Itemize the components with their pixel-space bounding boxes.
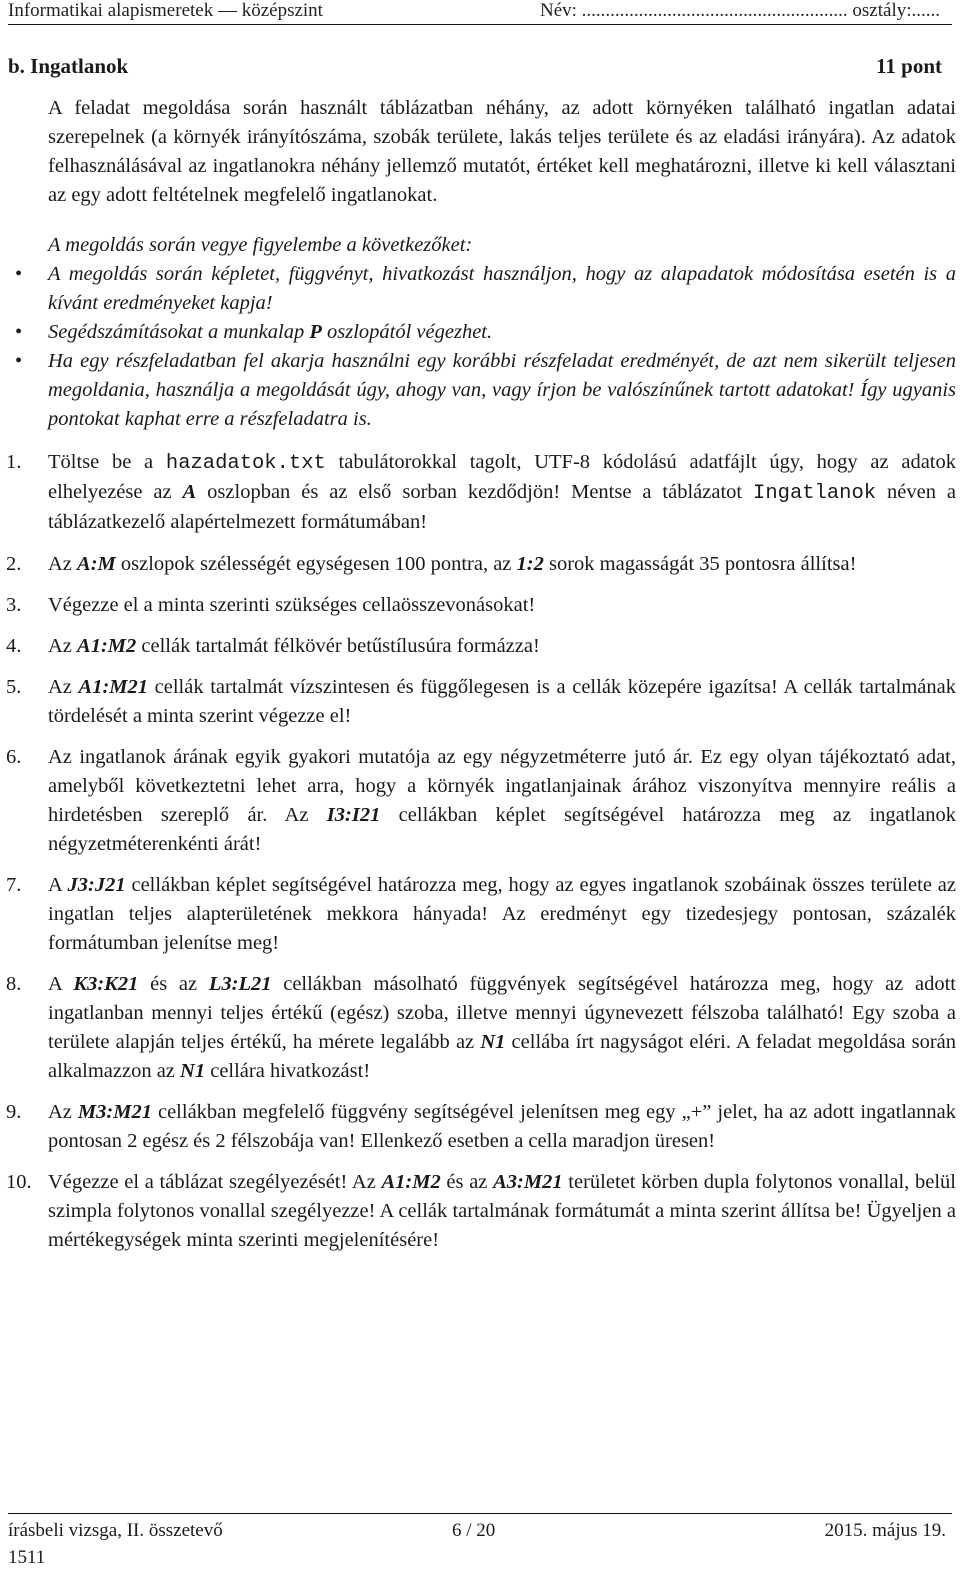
header-name-class-field: Név: ........................................................ osztály:......: [539, 0, 940, 21]
bullet-icon: •: [15, 263, 23, 285]
bullet-icon: •: [15, 350, 23, 372]
cell-ref: M3:M21: [77, 1101, 152, 1123]
footer-exam-type: írásbeli vizsga, II. összetevő: [8, 1520, 223, 1541]
page-number: 6 / 20: [452, 1520, 496, 1541]
task-list: [6, 448, 957, 1255]
footer-date: 2015. május 19.: [824, 1520, 946, 1541]
task-number: 3.: [6, 594, 22, 616]
task-number: 4.: [6, 635, 22, 657]
exam-code: 1511: [8, 1547, 46, 1568]
cell-ref: N1: [180, 1060, 206, 1082]
task-item-9: 9. Az M3:M21 cellákban megfelelő függvény segítségével jelenítsen meg egy „+” jelet, ha az adott ingatlannak pontosan 2 egész és 2 félszobája van! Ellenkező esetben a cella maradjon üresen!: [48, 1098, 956, 1156]
cell-ref: 1:2: [516, 553, 544, 575]
column-ref: P: [309, 321, 322, 343]
workbook-name: Ingatlanok: [753, 482, 877, 505]
section-label: b. Ingatlanok: [8, 54, 129, 78]
header-divider: [8, 24, 952, 25]
footer-divider: [8, 1513, 952, 1514]
task-content: [6, 94, 957, 1255]
cell-ref: L3:L21: [208, 973, 272, 995]
note-item: [15, 260, 956, 318]
cell-ref: A1:M2: [77, 635, 137, 657]
cell-ref: I3:I21: [326, 804, 381, 826]
cell-ref: K3:K21: [73, 973, 139, 995]
cell-ref: A:M: [77, 553, 116, 575]
cell-ref: N1: [480, 1031, 506, 1053]
task-item-4: 4. Az A1:M2 cellák tartalmát félkövér betűstílusúra formázza!: [48, 632, 956, 661]
task-number: 1.: [6, 451, 22, 473]
cell-ref: A: [182, 481, 197, 503]
bullet-icon: •: [15, 321, 23, 343]
note-item: [15, 347, 956, 434]
task-item-10: 10. Végezze el a táblázat szegélyezését! Az A1:M2 és az A3:M21 területet körben dupla folytonos vonallal, belül szimpla folytonos vonallal szegélyezze! A cellák tartalmának formátumát a minta szerint állítsa be! Ügyeljen a mértékegységek minta szerinti megjelenítésére!: [48, 1168, 956, 1255]
task-number: 2.: [6, 553, 22, 575]
header-subject: Informatikai alapismeretek — középszint: [8, 0, 323, 21]
notes-intro: A megoldás során vegye figyelembe a következőket:: [48, 234, 473, 256]
intro-paragraph: A feladat megoldása során használt táblázatban néhány, az adott környéken található ingatlan adatai szerepelnek (a környék irányítószáma, szobák területe, lakás teljes területe és az eladási irányára). Az adatok felhasználásával az ingatlanokra néhány jellemző mutatót, értéket kell meghatározni, illetve ki kell választani az egy adott feltételnek megfelelő ingatlanokat.: [48, 97, 956, 206]
cell-ref: A1:M21: [78, 676, 149, 698]
note-item: • Segédszámításokat a munkalap P oszlopától végezhet.: [48, 318, 956, 347]
task-number: 8.: [6, 973, 22, 995]
task-item-1: 1. Töltse be a hazadatok.txt tabulátorokkal tagolt, UTF-8 kódolású adatfájlt úgy, hogy az adatok elhelyezése az A oszlopban és az első sorban kezdődjön! Mentse a táblázatot Ingatlanok néven a táblázatkezelő alapértelmezett formátumában!: [48, 448, 956, 537]
task-item-8: 8. A K3:K21 és az L3:L21 cellákban másolható függvények segítségével határozza meg, hogy az adott ingatlanban mennyi teljes értékű (egész) szoba, illetve mennyi úgynevezett félszoba található! Egy szoba a területe alapján teljes értékű, ha mérete legalább az N1 cellába írt nagyságot eléri. A feladat megoldása során alkalmazzon az N1 cellára hivatkozást!: [48, 970, 956, 1086]
section-points: 11 pont: [876, 54, 942, 78]
task-item-6: 6. Az ingatlanok árának egyik gyakori mutatója az egy négyzetméterre jutó ár. Ez egy olyan tájékoztató adat, amelyből következtetni lehet arra, hogy a környék ingatlanjainak árához viszonyítva mennyire reális a hirdetésben szereplő ár. Az I3:I21 cellákban képlet segítségével határozza meg az ingatlanok négyzetméterenkénti árát!: [48, 743, 956, 859]
notes-list: [15, 260, 956, 434]
file-name: hazadatok.txt: [165, 452, 326, 475]
cell-ref: J3:J21: [67, 874, 126, 896]
task-item-2: 2. Az A:M oszlopok szélességét egységesen 100 pontra, az 1:2 sorok magasságát 35 pontosra állítsa!: [48, 550, 956, 579]
note-text: Ha egy részfeladatban fel akarja használni egy korábbi részfeladat eredményét, de azt nem sikerült teljesen megoldania, használja a megoldását úgy, ahogy van, vagy írjon be valószínűnek tartott adatokat! Így ugyanis pontokat kaphat erre a részfeladatra is.: [48, 350, 956, 430]
task-number: 6.: [6, 746, 22, 768]
page-header: [8, 0, 952, 22]
note-text: A megoldás során képletet, függvényt, hivatkozást használjon, hogy az alapadatok módosítása esetén is a kívánt eredményeket kapja!: [48, 263, 956, 314]
task-number: 5.: [6, 676, 22, 698]
task-item-5: 5. Az A1:M21 cellák tartalmát vízszintesen és függőlegesen is a cellák közepére igazítsa! A cellák tartalmának tördelését a minta szerint végezze el!: [48, 673, 956, 731]
task-number: 9.: [6, 1101, 22, 1123]
task-number: 7.: [6, 874, 22, 896]
cell-ref: A1:M2: [381, 1171, 441, 1193]
task-item-3: 3. Végezze el a minta szerinti szükséges cellaösszevonásokat!: [48, 591, 956, 620]
task-item-7: 7. A J3:J21 cellákban képlet segítségével határozza meg, hogy az egyes ingatlanok szobáinak összes területe az ingatlan teljes alapterületének mekkora hányada! Az eredményt egy tizedesjegy pontosan, százalék formátumban jelenítse meg!: [48, 871, 956, 958]
task-number: 10.: [6, 1171, 32, 1193]
cell-ref: A3:M21: [493, 1171, 563, 1193]
